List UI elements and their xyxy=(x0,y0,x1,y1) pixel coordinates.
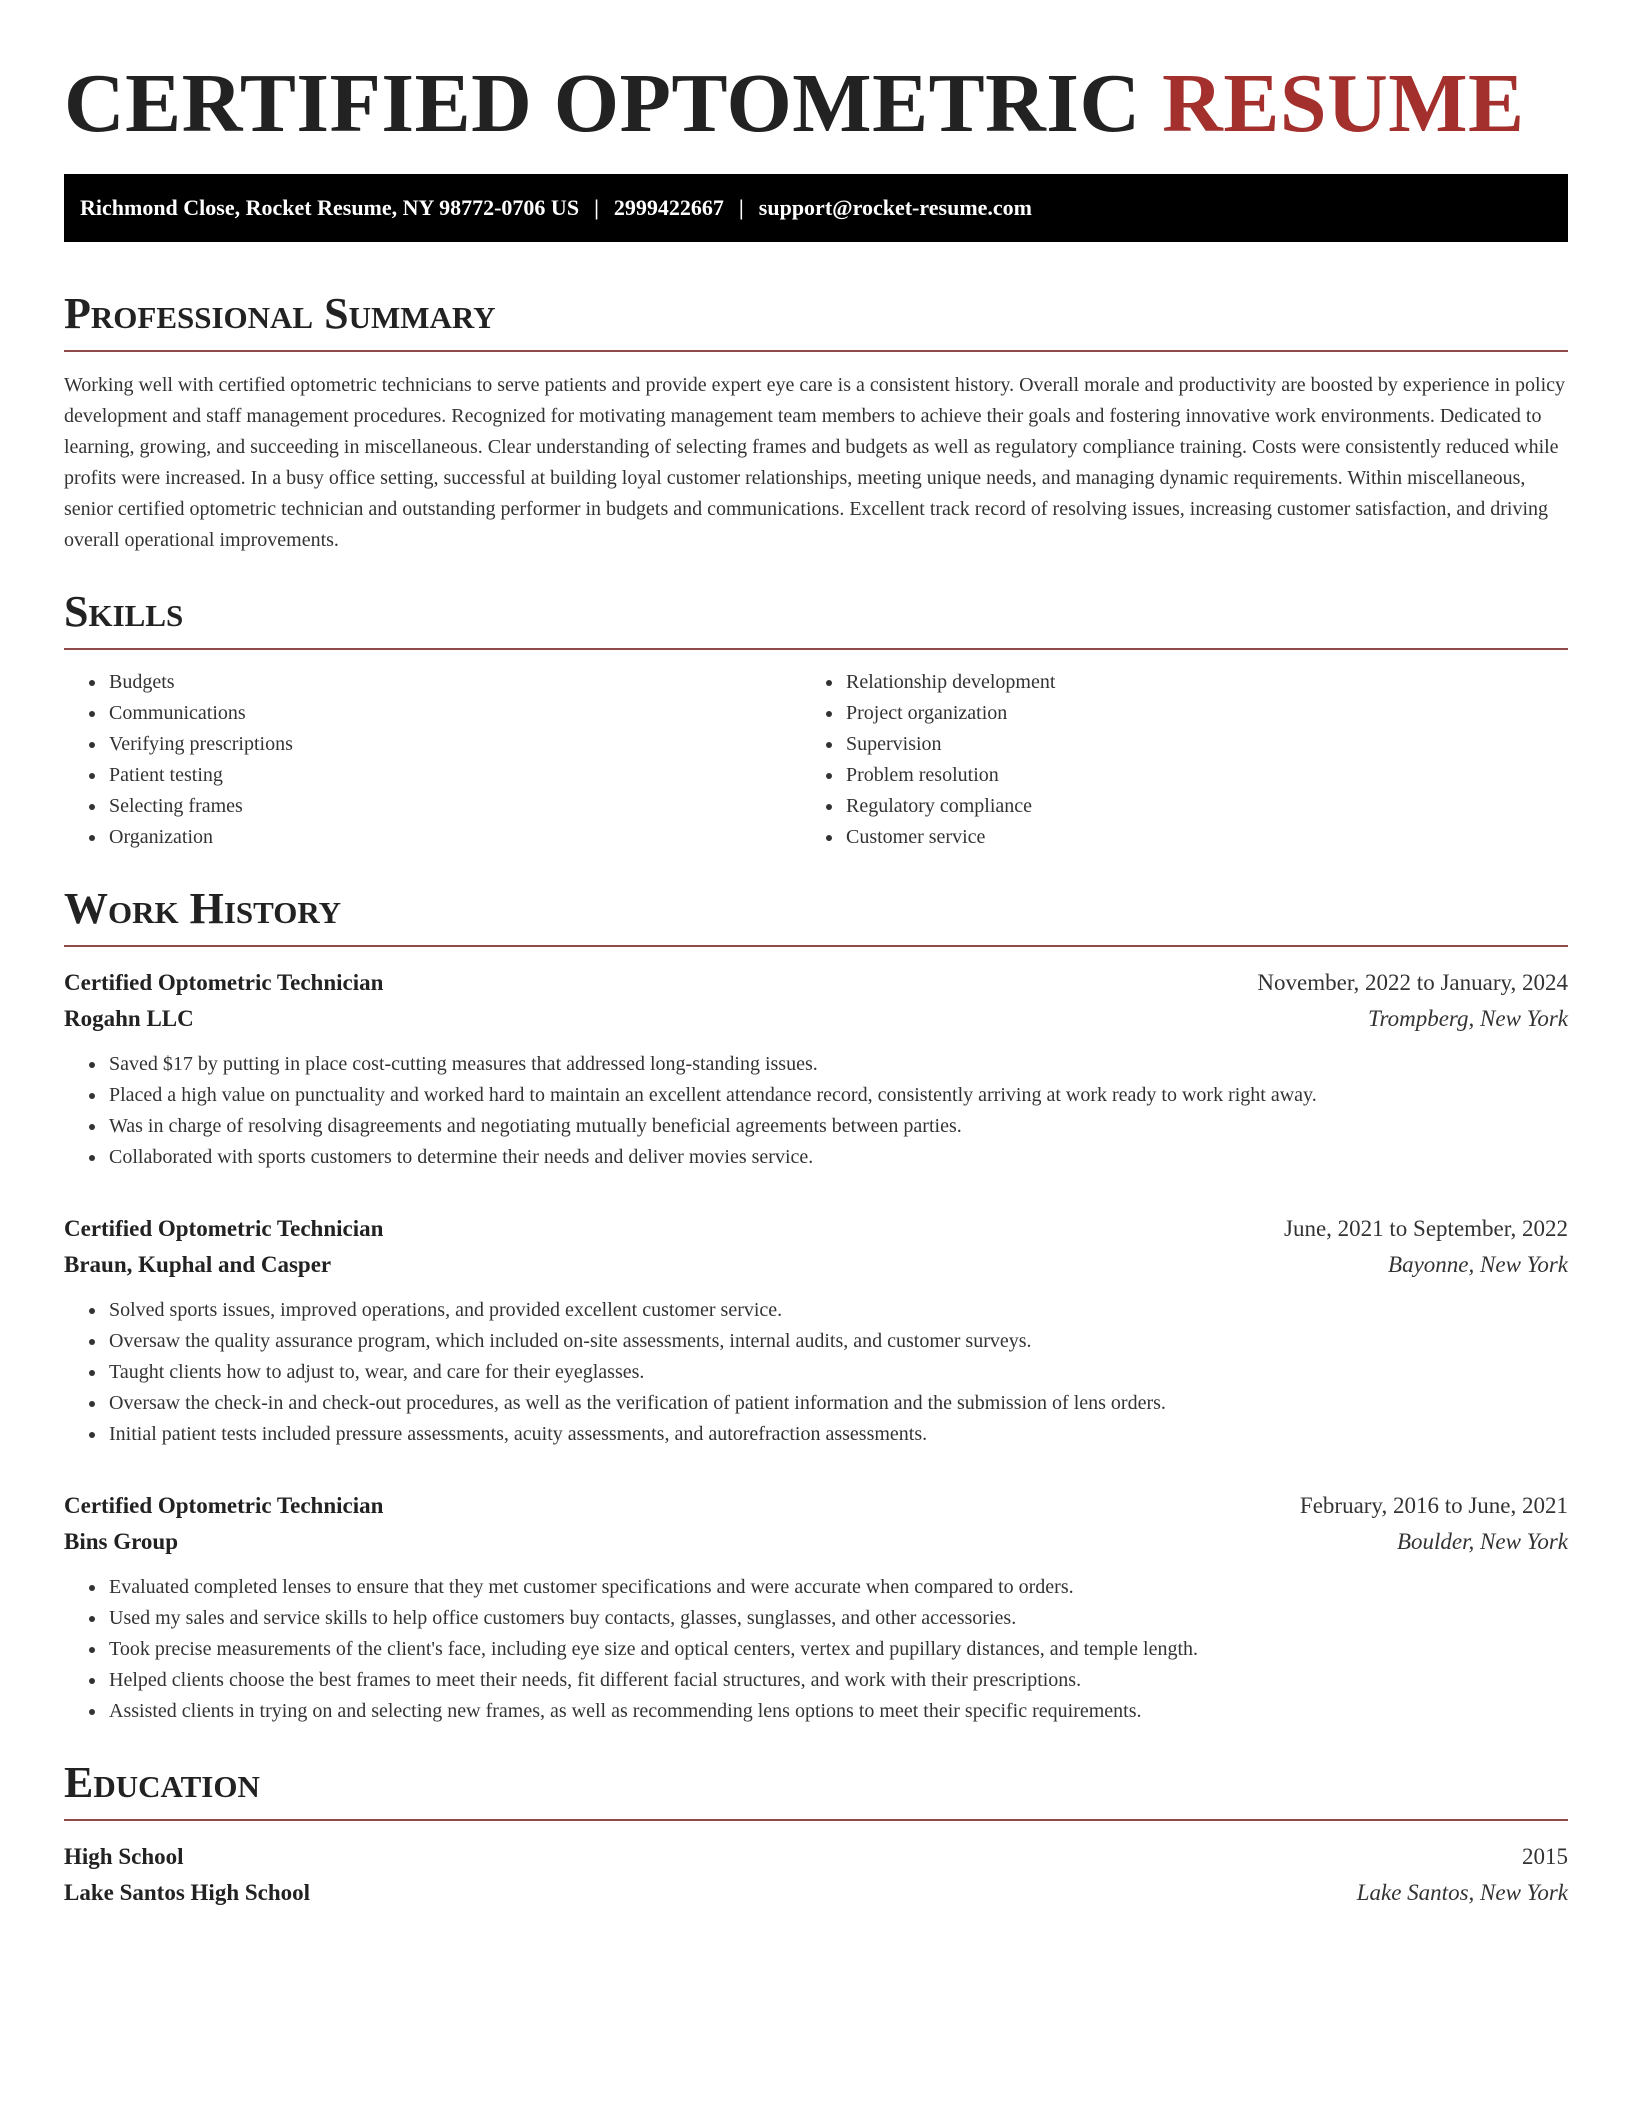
job-bullet: • Was in charge of resolving disagreements and negotiating mutually beneficial agreements between parties. xyxy=(107,1111,1568,1142)
skills-list-left xyxy=(64,667,801,853)
section-heading: Work History xyxy=(64,884,342,933)
job-bullet: • Initial patient tests included pressure assessments, acuity assessments, and autorefraction assessments. xyxy=(107,1419,1568,1450)
skill-item: • Organization xyxy=(107,822,801,853)
job-entry xyxy=(64,1488,1568,1727)
job-location: Trompberg, New York xyxy=(1367,1006,1568,1031)
job-header-row xyxy=(64,1211,1568,1247)
contact-phone: 2999422667 xyxy=(613,195,724,220)
job-title: Certified Optometric Technician xyxy=(64,970,384,995)
resume-title-main: CERTIFIED OPTOMETRIC xyxy=(64,57,1141,150)
job-bullet: • Collaborated with sports customers to determine their needs and deliver movies service. xyxy=(107,1142,1568,1173)
education-entry xyxy=(64,1839,1568,1911)
skill-item: • Budgets xyxy=(107,667,801,698)
skill-item: • Customer service xyxy=(844,822,1538,853)
work-history-section xyxy=(64,883,1568,1727)
job-location: Bayonne, New York xyxy=(1388,1252,1568,1277)
section-divider xyxy=(64,648,1568,650)
job-company-row xyxy=(64,1247,1568,1283)
professional-summary-section xyxy=(64,288,1568,556)
job-bullet: • Took precise measurements of the client's face, including eye size and optical centers, vertex and pupillary distances, and temple length. xyxy=(107,1634,1568,1665)
job-bullet: • Helped clients choose the best frames to meet their needs, fit different facial structures, and work with their prescriptions. xyxy=(107,1665,1568,1696)
education-degree: High School xyxy=(64,1844,184,1869)
education-school-row xyxy=(64,1875,1568,1911)
job-header-row xyxy=(64,965,1568,1001)
job-company: Braun, Kuphal and Casper xyxy=(64,1252,332,1277)
job-bullets xyxy=(64,1295,1568,1450)
job-company-row xyxy=(64,1001,1568,1037)
contact-bar xyxy=(64,174,1568,242)
section-heading: Skills xyxy=(64,587,184,636)
resume-title xyxy=(64,56,1568,152)
job-location: Boulder, New York xyxy=(1396,1529,1568,1554)
job-title: Certified Optometric Technician xyxy=(64,1493,384,1518)
job-bullet: • Evaluated completed lenses to ensure that they met customer specifications and were accurate when compared to orders. xyxy=(107,1572,1568,1603)
section-heading: Professional Summary xyxy=(64,289,496,338)
job-dates: November, 2022 to January, 2024 xyxy=(1257,970,1568,995)
job-bullet: • Solved sports issues, improved operations, and provided excellent customer service. xyxy=(107,1295,1568,1326)
job-dates: February, 2016 to June, 2021 xyxy=(1299,1493,1568,1518)
section-divider xyxy=(64,945,1568,947)
job-bullets xyxy=(64,1572,1568,1727)
job-bullet: • Saved $17 by putting in place cost-cutting measures that addressed long-standing issues. xyxy=(107,1049,1568,1080)
education-year: 2015 xyxy=(1522,1844,1568,1869)
skill-item: • Patient testing xyxy=(107,760,801,791)
contact-address: Richmond Close, Rocket Resume, NY 98772-0706 US xyxy=(80,195,580,220)
skills-grid xyxy=(64,667,1568,853)
skill-item: • Supervision xyxy=(844,729,1538,760)
job-company: Rogahn LLC xyxy=(64,1006,194,1031)
job-bullet: • Used my sales and service skills to help office customers buy contacts, glasses, sunglasses, and other accessories. xyxy=(107,1603,1568,1634)
skill-item: • Selecting frames xyxy=(107,791,801,822)
contact-email: support@rocket-resume.com xyxy=(758,195,1032,220)
skill-item: • Project organization xyxy=(844,698,1538,729)
section-heading: Education xyxy=(64,1758,260,1807)
skills-section xyxy=(64,586,1568,853)
job-header-row xyxy=(64,1488,1568,1524)
education-header-row xyxy=(64,1839,1568,1875)
job-entry xyxy=(64,1211,1568,1450)
summary-text: Working well with certified optometric technicians to serve patients and provide expert eye care is a consistent history. Overall morale and productivity are boosted by experience in policy development and staff management procedures. Recognized for motivating management team members to achieve their goals and fostering innovative work environments. Dedicated to learning, growing, and succeeding in miscellaneous. Clear understanding of selecting frames and budgets as well as regulatory compliance training. Costs were consistently reduced while profits were increased. In a busy office setting, successful at building loyal customer relationships, meeting unique needs, and managing dynamic requirements. Within miscellaneous, senior certified optometric technician and outstanding performer in budgets and communications. Excellent track record of resolving issues, increasing customer satisfaction, and driving overall operational improvements. xyxy=(64,374,1566,551)
education-school: Lake Santos High School xyxy=(64,1880,311,1905)
section-divider xyxy=(64,1819,1568,1821)
contact-separator: | xyxy=(594,195,599,220)
job-company-row xyxy=(64,1524,1568,1560)
education-section xyxy=(64,1757,1568,1911)
skill-item: • Regulatory compliance xyxy=(844,791,1538,822)
contact-separator: | xyxy=(738,195,744,220)
skill-item: • Communications xyxy=(107,698,801,729)
job-entry xyxy=(64,965,1568,1173)
resume-title-accent: RESUME xyxy=(1162,57,1525,150)
skill-item: • Verifying prescriptions xyxy=(107,729,801,760)
job-dates: June, 2021 to September, 2022 xyxy=(1284,1216,1568,1241)
job-bullets xyxy=(64,1049,1568,1173)
job-bullet: • Oversaw the quality assurance program, which included on-site assessments, internal audits, and customer surveys. xyxy=(107,1326,1568,1357)
job-bullet: • Placed a high value on punctuality and worked hard to maintain an excellent attendance record, consistently arriving at work ready to work right away. xyxy=(107,1080,1568,1111)
skill-item: • Relationship development xyxy=(844,667,1538,698)
skill-item: • Problem resolution xyxy=(844,760,1538,791)
job-bullet: • Assisted clients in trying on and selecting new frames, as well as recommending lens options to meet their specific requirements. xyxy=(107,1696,1568,1727)
job-bullet: • Oversaw the check-in and check-out procedures, as well as the verification of patient information and the submission of lens orders. xyxy=(107,1388,1568,1419)
education-location: Lake Santos, New York xyxy=(1356,1880,1568,1905)
job-title: Certified Optometric Technician xyxy=(64,1216,384,1241)
job-bullet: • Taught clients how to adjust to, wear, and care for their eyeglasses. xyxy=(107,1357,1568,1388)
skills-list-right xyxy=(801,667,1538,853)
job-company: Bins Group xyxy=(64,1529,178,1554)
section-divider xyxy=(64,350,1568,352)
